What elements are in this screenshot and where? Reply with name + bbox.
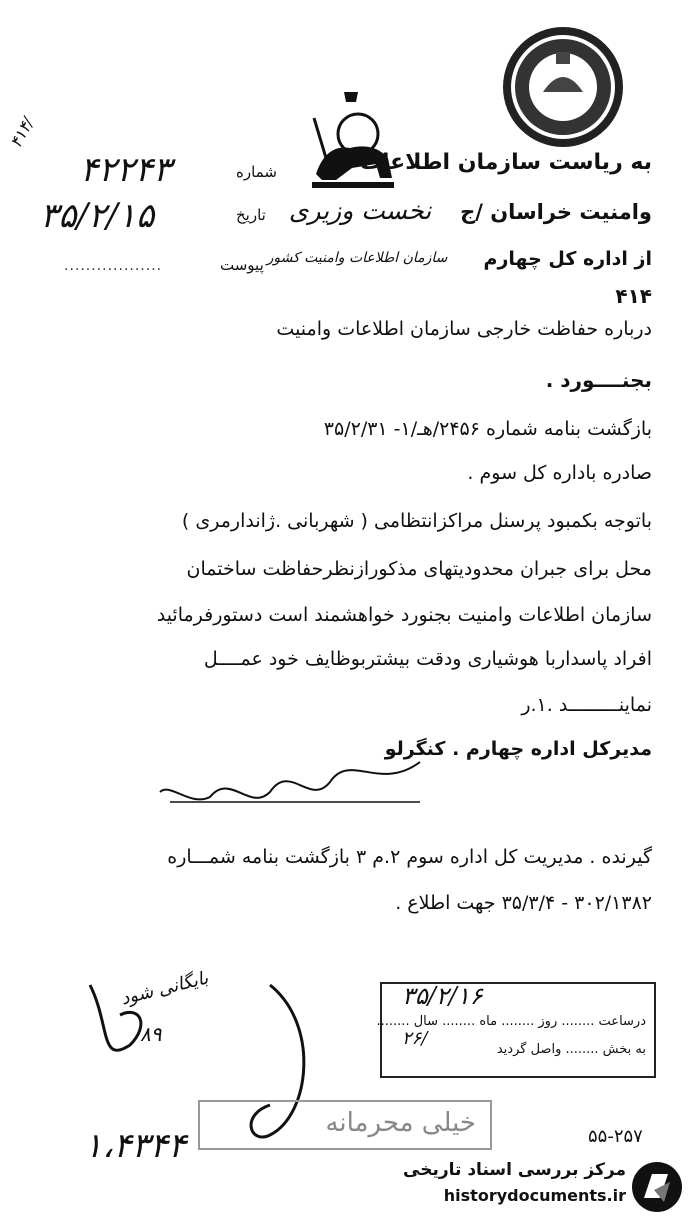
label-number: شماره (236, 163, 277, 181)
recipient-org-line2: وامنیت خراسان /ج (460, 200, 652, 224)
label-date: تاریخ (236, 206, 266, 224)
sender-org-line: از اداره کل چهارم (483, 248, 652, 270)
stamp-section-row: به بخش ........ واصل گردید (496, 1042, 646, 1057)
signature-icon (150, 752, 430, 812)
addressee-city: بجنــــورد . (545, 368, 652, 392)
reference-number: ۴۱۴ (615, 284, 652, 308)
site-name: مرکز بررسی اسناد تاریخی (403, 1160, 626, 1180)
body-line: باتوجه بکمبود پرسنل مراکزانتظامی ( شهربانی .ژاندارمری ) (181, 510, 652, 532)
body-line: نماینـــــــــد .۱.ر (521, 694, 652, 716)
handwritten-number: ۸۹ (140, 1022, 162, 1046)
letter-number-value: ۴۲۲۴۳ (80, 150, 172, 190)
body-line: صادره باداره کل سوم . (467, 462, 652, 484)
handwritten-archive-note: بایگانی شود (118, 967, 211, 1010)
lion-and-sun-emblem-icon (296, 88, 406, 192)
prime-ministry-handwritten: نخست وزیری (288, 196, 432, 225)
stamp-time-row: درساعت ........ روز ........ ماه ........ سال ........ (376, 1014, 646, 1029)
site-url[interactable]: historydocuments.ir (443, 1186, 626, 1205)
bottom-handwritten-number: ۱،۴۳۴۴ (84, 1126, 187, 1166)
letter-date-value: ۳۵/۲/۱۵ (40, 196, 155, 236)
subject-line: درباره حفاظت خارجی سازمان اطلاعات وامنیت (276, 318, 652, 340)
label-enclosure: پیوست (220, 256, 264, 274)
stamp-date: ۳۵/۲/۱۶ (402, 982, 483, 1010)
signer-name: مدیرکل اداره چهارم . کنگرلو (384, 738, 652, 760)
body-line: افراد پاسداربا هوشیاری ودقت بیشتربوظایف خود عمــــل (203, 648, 652, 670)
prime-ministry-subtitle: سازمان اطلاعات وامنیت کشور (266, 250, 448, 266)
history-documents-logo-icon (630, 1160, 684, 1214)
enclosure-value: .................. (64, 258, 163, 274)
body-line: سازمان اطلاعات وامنیت بجنورد خواهشمند است دستورفرمائید (156, 604, 652, 626)
stamp-handwritten: ۲۶/ (402, 1028, 428, 1049)
recipient-cc-line: ۳۰۲/۱۳۸۲ - ۳۵/۳/۴ جهت اطلاع . (395, 892, 652, 914)
side-note: ۴۱۴/ (6, 114, 38, 151)
document-number: ۵۵-۲۵۷ (588, 1126, 643, 1147)
receipt-stamp (376, 982, 656, 1078)
recipient-org-line1: به ریاست سازمان اطلاعات (359, 150, 652, 175)
classification-stamp (198, 1100, 492, 1150)
recipient-cc-line: گیرنده . مدیریت کل اداره سوم ۲.م ۳ بازگشت بنامه شمـــاره (167, 846, 652, 868)
seal-icon (498, 22, 628, 152)
body-line: محل برای جبران محدودیتهای مذکورازنظرحفاظت ساختمان (186, 558, 652, 580)
body-line: بازگشت بنامه شماره ۲۴۵۶/هـ/۱- ۳۵/۲/۳۱ (323, 418, 652, 440)
classification-text: خیلی محرمانه (325, 1108, 476, 1138)
